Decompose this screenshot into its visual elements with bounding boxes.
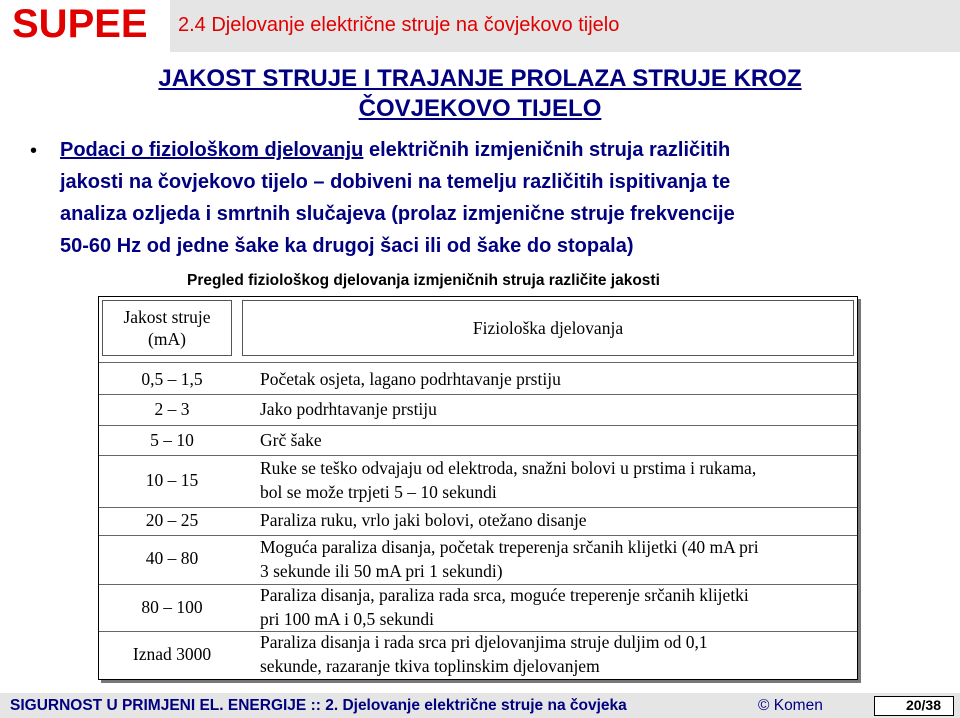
bullet-line-1-rest: električnih izmjeničnih struja različitih [363, 139, 731, 161]
footer-course-title: SIGURNOST U PRIMJENI EL. ENERGIJE :: 2. Djelovanje električne struje na čovjeka [10, 697, 627, 714]
table-row [99, 456, 857, 506]
bullet-paragraph [60, 134, 940, 262]
effects-table [98, 296, 858, 680]
current-cell: 20 – 25 [145, 510, 199, 530]
page-number: 20/38 [874, 696, 954, 716]
effect-line-2: 3 sekunde ili 50 mA pri 1 sekundi) [260, 561, 503, 581]
effect-line-2: pri 100 mA i 0,5 sekundi [260, 609, 435, 629]
header-effects-label: Fiziološka djelovanja [472, 318, 624, 338]
main-title-line-1: JAKOST STRUJE I TRAJANJE PROLAZA STRUJE KROZ [158, 65, 802, 92]
effect-cell: Grč šake [260, 430, 322, 450]
effect-line-1: Ruke se teško odvajaju od elektroda, snažni bolovi u prstima i rukama, [260, 458, 757, 478]
current-cell: Iznad 3000 [132, 644, 212, 664]
header-effects [242, 300, 854, 356]
current-cell: 40 – 80 [145, 548, 199, 568]
effect-line-2: bol se može trpjeti 5 – 10 sekundi [260, 482, 497, 502]
effect-cell [260, 583, 855, 631]
header-current-line-2: (mA) [148, 329, 186, 349]
bullet-line-4: 50-60 Hz od jedne šake ka drugoj šaci ili od šake do stopala) [60, 235, 634, 257]
current-cell: 10 – 15 [145, 470, 199, 490]
table-row [99, 427, 857, 455]
bullet-line-2: jakosti na čovjekovo tijelo – dobiveni na temelju različitih ispitivanja te [60, 171, 731, 193]
bullet-line-3: analiza ozljeda i smrtnih slučajeva (prolaz izmjenične struje frekvencije [60, 203, 735, 225]
current-cell: 0,5 – 1,5 [141, 369, 203, 389]
table-row [99, 536, 857, 586]
effect-line-1: Paraliza disanja i rada srca pri djelovanjima struje duljim od 0,1 [260, 632, 708, 652]
footer-copyright: © Komen [758, 697, 823, 714]
table-row [99, 508, 857, 536]
bullet-underlined-phrase: Podaci o fiziološkom djelovanju [60, 139, 364, 161]
bullet-line-1 [60, 134, 940, 166]
effect-cell [260, 456, 855, 504]
row-divider [99, 425, 857, 426]
table-row [99, 396, 857, 424]
current-cell: 80 – 100 [141, 597, 203, 617]
header-current-line-1: Jakost struje [123, 307, 211, 327]
section-title: 2.4 Djelovanje električne struje na čovjekovo tijelo [178, 14, 620, 36]
effect-line-1: Moguća paraliza disanja, početak treperenja srčanih klijetki (40 mA pri [260, 537, 759, 557]
footer-bar [0, 693, 960, 718]
table-row [99, 585, 857, 633]
bullet-icon: • [30, 140, 38, 162]
effect-cell [260, 630, 855, 678]
top-bar [0, 0, 960, 52]
effect-line-1: Paraliza disanja, paraliza rada srca, moguće treperenje srčanih klijetki [260, 585, 749, 605]
supee-logo: SUPEE [12, 2, 148, 46]
table-row [99, 366, 857, 394]
effect-line-2: sekunde, razaranje tkiva toplinskim djelovanjem [260, 656, 600, 676]
effect-cell: Jako podrhtavanje prstiju [260, 399, 437, 419]
header-current [102, 300, 232, 356]
effect-cell: Početak osjeta, lagano podrhtavanje prstiju [260, 369, 561, 389]
main-title-line-2: ČOVJEKOVO TIJELO [358, 95, 602, 122]
effect-cell [260, 535, 855, 583]
current-cell: 2 – 3 [154, 399, 190, 419]
row-divider [99, 362, 857, 363]
current-cell: 5 – 10 [150, 430, 194, 450]
row-divider [99, 394, 857, 395]
effect-cell: Paraliza ruku, vrlo jaki bolovi, otežano disanje [260, 510, 587, 530]
table-caption: Pregled fiziološkog djelovanja izmjeničnih struja različite jakosti [187, 272, 660, 289]
table-row [99, 632, 857, 680]
